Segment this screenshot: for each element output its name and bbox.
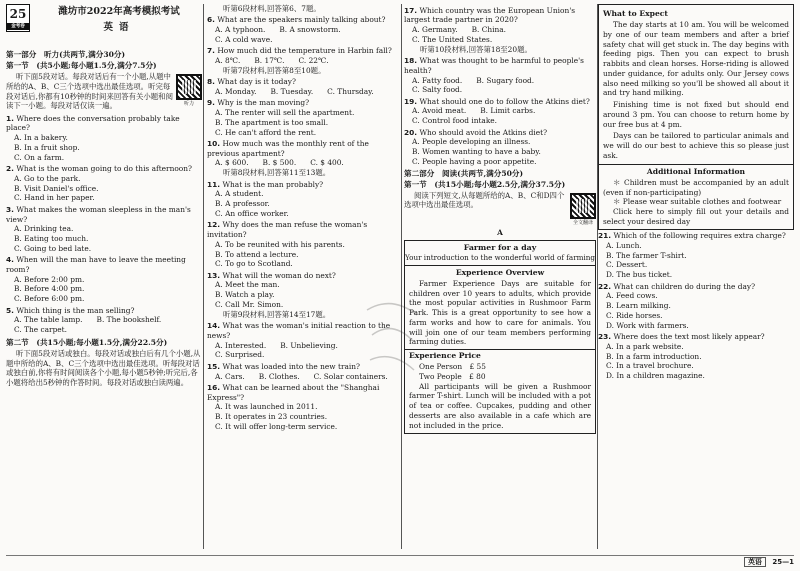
question-list xyxy=(6,114,202,335)
answer-option[interactable]: C. Going to bed late. xyxy=(14,243,92,253)
answer-option[interactable]: D. Work with farmers. xyxy=(606,320,689,330)
answer-option[interactable]: B. Visit Daniel's office. xyxy=(14,183,99,193)
answer-option[interactable]: B. $ 500. xyxy=(262,158,297,168)
paper-number-badge xyxy=(6,4,30,32)
question-text: What makes the woman sleepless in the man's view? xyxy=(6,204,191,224)
info-link-text[interactable]: Click here to simply fill out your details and select your desired day xyxy=(603,207,789,226)
price-one: One Person £ 55 xyxy=(419,362,486,372)
expect-para-2: Finishing time is not fixed but should end around 3 pm. You can choose to return home by our free bus at 4 pm. xyxy=(603,100,789,129)
question-item xyxy=(207,220,400,269)
answer-option[interactable]: C. It will offer long-term service. xyxy=(215,421,338,431)
question-item xyxy=(6,164,202,203)
answer-option[interactable]: C. Hand in her paper. xyxy=(14,193,95,203)
answer-option[interactable]: C. People having a poor appetite. xyxy=(412,156,537,166)
overview-title: Experience Overview xyxy=(455,267,545,277)
question-number: 21. xyxy=(598,231,612,241)
question-number: 12. xyxy=(207,220,221,230)
answer-option[interactable]: A. It was launched in 2011. xyxy=(215,402,318,412)
question-stem xyxy=(207,98,400,108)
question-item xyxy=(207,15,400,44)
question-stem xyxy=(404,56,596,76)
question-item xyxy=(404,128,596,167)
answer-option[interactable]: C. The carpet. xyxy=(14,325,68,335)
answer-option[interactable]: B. Learn milking. xyxy=(606,301,671,311)
answer-option[interactable]: B. In a farm introduction. xyxy=(606,351,702,361)
question-stem xyxy=(6,205,202,225)
question-number: 5. xyxy=(6,305,14,315)
question-text: Which of the following requires extra charge? xyxy=(613,231,786,241)
question-item xyxy=(207,139,400,168)
answer-option[interactable]: A. Fatty food. xyxy=(412,75,463,85)
part1-section2-intro: 听下面5段对话或独白。每段对话或独白后有几个小题,从题中所给的A、B、C三个选项中选出最佳选项。听每段对话或独白前,你将有时间阅读各个小题,每小题5秒钟;听完后,各小题将给出5秒钟的作答时间。每段对话或独白读两遍。 xyxy=(6,348,201,388)
listening-note: 听第9段材料,回答第14至17题。 xyxy=(223,309,331,319)
question-item xyxy=(207,77,400,97)
question-stem xyxy=(207,180,400,190)
answer-option[interactable]: C. The United States. xyxy=(412,34,493,44)
expect-para-1: The day starts at 10 am. You will be welcomed by one of our team members and after a brief safety chat will get stuck in. The day begins with feeding pigs. Then you can expect to brush rabbits and clean horses. Horse-riding is allowed under guidance, for adults only. Our Jersey cows also need milking so you'll be showed all about it and try hand milking. xyxy=(603,20,789,98)
footer-divider xyxy=(6,555,794,556)
price-text: All participants will be given a Rushmoor farmer T-shirt. Lunch will be included with a pot of tea or coffee. Cupcakes, pudding and other desserts are also available in a cafe which are not included in the price. xyxy=(409,381,591,430)
listening-note: 听第10段材料,回答第18至20题。 xyxy=(420,44,532,54)
answer-option[interactable]: C. Control food intake. xyxy=(412,116,498,126)
answer-option[interactable]: C. To go to Scotland. xyxy=(215,259,293,269)
answer-option[interactable]: A. A typhoon. xyxy=(215,25,266,35)
answer-option[interactable]: A. Before 2:00 pm. xyxy=(14,274,85,284)
question-stem xyxy=(598,282,794,292)
question-item xyxy=(207,46,400,66)
answer-option[interactable]: A. Monday. xyxy=(215,86,257,96)
answer-option[interactable]: A. To be reunited with his parents. xyxy=(215,239,345,249)
listening-note: 听第6段材料,回答第6、7题。 xyxy=(223,4,321,13)
qr-caption: 听力 xyxy=(183,101,194,108)
question-text: What is the woman going to do this afternoon? xyxy=(16,164,192,174)
question-item xyxy=(6,205,202,254)
answer-option[interactable]: B. It operates in 23 countries. xyxy=(215,412,328,422)
question-number: 2. xyxy=(6,164,14,174)
answer-option[interactable]: C. Solar containers. xyxy=(313,371,388,381)
answer-option[interactable]: A. The renter will sell the apartment. xyxy=(215,108,355,118)
expect-title: What to Expect xyxy=(603,9,668,18)
answer-option[interactable]: A. Interested. xyxy=(215,340,267,350)
paper-header xyxy=(6,4,202,48)
question-text: Which thing is the man selling? xyxy=(16,305,135,315)
question-text: Who should avoid the Atkins diet? xyxy=(419,127,548,137)
answer-option[interactable]: C. Thursday. xyxy=(327,86,374,96)
answer-option[interactable]: A. $ 600. xyxy=(215,158,249,168)
question-item xyxy=(207,180,400,219)
expect-para-3: Days can be tailored to particular animals and we will do our best to achieve this so please just ask. xyxy=(603,131,789,160)
question-stem xyxy=(207,15,400,25)
answer-option[interactable]: A. In a park website. xyxy=(606,341,684,351)
question-text: How much did the temperature in Harbin fall? xyxy=(217,46,392,56)
question-stem xyxy=(6,164,202,174)
column-2 xyxy=(207,4,400,549)
answer-option[interactable]: B. Eating too much. xyxy=(14,234,89,244)
answer-option[interactable]: D. The bus ticket. xyxy=(606,270,673,280)
question-number: 10. xyxy=(207,138,221,148)
question-text: Where does the conversation probably take place? xyxy=(6,113,180,133)
question-text: How much was the monthly rent of the previous apartment? xyxy=(207,138,369,158)
question-number: 20. xyxy=(404,127,418,137)
answer-option[interactable]: A. In a bakery. xyxy=(14,133,68,143)
answer-option[interactable]: A. Cars. xyxy=(215,371,245,381)
footer-subject: 英语 xyxy=(744,557,766,567)
answer-option[interactable]: C. 22℃. xyxy=(298,56,329,66)
part2-section1-intro: 阅读下列短文,从每题所给的A、B、C和D四个选项中选出最佳选项。 xyxy=(404,190,565,210)
exam-title: 潍坊市2022年高考模拟考试 xyxy=(58,6,180,17)
answer-option[interactable]: B. The bookshelf. xyxy=(96,315,162,325)
answer-option[interactable]: B. 17℃. xyxy=(254,56,285,66)
question-text: What will the woman do next? xyxy=(222,270,336,280)
question-number: 23. xyxy=(598,332,612,342)
answer-option[interactable]: A. 8℃. xyxy=(215,56,241,66)
answer-option[interactable]: B. Sugary food. xyxy=(476,75,535,85)
question-number: 17. xyxy=(404,5,418,15)
question-item xyxy=(598,282,794,331)
overview-text: Farmer Experience Days are suitable for children over 10 years to adults, which provide the most popular activities in Rushmoor Farm Park. This is a great opportunity to see how a farm works and how to care for animals. You will join one of our team members performing farming duties. xyxy=(409,278,591,347)
qr-code-icon[interactable] xyxy=(176,74,202,100)
answer-option[interactable]: B. China. xyxy=(471,25,506,35)
answer-option[interactable]: B. Watch a play. xyxy=(215,290,275,300)
answer-option[interactable]: C. In a travel brochure. xyxy=(606,361,694,371)
answer-option[interactable]: A. People developing an illness. xyxy=(412,137,531,147)
answer-option[interactable]: B. A professor. xyxy=(215,199,270,209)
qr-code-icon[interactable] xyxy=(570,193,596,219)
question-stem xyxy=(207,46,400,56)
listening-note: 听第7段材料,回答第8至10题。 xyxy=(223,65,326,75)
question-list xyxy=(404,6,596,167)
question-number: 8. xyxy=(207,77,215,87)
question-text: What can be learned about the "Shanghai Express"? xyxy=(207,382,380,402)
answer-option[interactable]: C. Call Mr. Simon. xyxy=(215,299,284,309)
answer-option[interactable]: C. He can't afford the rent. xyxy=(215,127,317,137)
answer-option[interactable]: B. A snowstorm. xyxy=(279,25,341,35)
question-stem xyxy=(598,231,794,241)
question-text: What was loaded into the new train? xyxy=(222,361,360,371)
question-stem xyxy=(598,332,794,342)
exam-subject: 英语 xyxy=(103,21,135,33)
question-stem xyxy=(6,114,202,134)
question-number: 22. xyxy=(598,281,612,291)
answer-option[interactable]: C. $ 400. xyxy=(310,158,344,168)
info-item-2: ＊ Please wear suitable clothes and footwear xyxy=(613,197,782,207)
part2-section1-title: 第一节 (共15小题;每小题2.5分,满分37.5分) xyxy=(404,179,566,189)
part1-section1-intro: 听下面5段对话。每段对话后有一个小题,从题中所给的A、B、C三个选项中选出最佳选项。听完每段对话后,你都有10秒钟的时间来回答有关小题和阅读下一小题。每段对话仅读一遍。 xyxy=(6,72,173,111)
question-item xyxy=(404,6,596,45)
question-stem xyxy=(207,139,400,159)
box-subtitle: Your introduction to the wonderful world of farming xyxy=(405,253,595,266)
answer-option[interactable]: A. Lunch. xyxy=(606,240,642,250)
question-text: What is the man probably? xyxy=(222,179,324,189)
badge-label: 金考卷 xyxy=(7,23,29,30)
answer-option[interactable]: A. A student. xyxy=(215,189,264,199)
answer-option[interactable]: A. Drinking tea. xyxy=(14,224,74,234)
question-stem xyxy=(6,255,202,275)
question-stem xyxy=(207,271,400,281)
question-item xyxy=(404,97,596,126)
question-number: 11. xyxy=(207,179,221,189)
question-text: What day is it today? xyxy=(217,77,296,87)
badge-number: 25 xyxy=(9,7,27,21)
column-4 xyxy=(598,4,794,549)
info-item-1: ＊ Children must be accompanied by an adult (even if non-participating) xyxy=(603,177,789,197)
answer-option[interactable]: C. Salty food. xyxy=(412,85,463,95)
question-item xyxy=(207,98,400,137)
question-number: 14. xyxy=(207,321,221,331)
answer-option[interactable]: C. Surprised. xyxy=(215,350,265,360)
question-stem xyxy=(404,97,596,107)
column-divider xyxy=(401,4,402,549)
part2-title: 第二部分 阅读(共两节,满分50分) xyxy=(404,168,524,178)
question-text: What was the woman's initial reaction to the news? xyxy=(207,321,391,340)
answer-option[interactable]: C. An office worker. xyxy=(215,208,289,218)
answer-option[interactable]: C. On a farm. xyxy=(14,152,65,162)
question-number: 9. xyxy=(207,98,215,108)
what-to-expect-box xyxy=(598,4,794,230)
answer-option[interactable]: B. Before 4:00 pm. xyxy=(14,284,85,294)
question-stem xyxy=(404,6,596,26)
answer-option[interactable]: C. Ride horses. xyxy=(606,310,663,320)
box-title: Farmer for a day xyxy=(463,243,537,253)
answer-option[interactable]: C. A cold wave. xyxy=(215,34,273,44)
question-number: 4. xyxy=(6,255,14,265)
question-number: 15. xyxy=(207,361,221,371)
question-text: Why does the man refuse the woman's invitation? xyxy=(207,220,368,239)
question-stem xyxy=(207,383,400,403)
watermark-stamp-icon xyxy=(362,290,422,380)
qr-caption: 全文翻译 xyxy=(572,219,593,226)
question-item xyxy=(598,231,794,280)
question-list xyxy=(598,231,794,381)
answer-option[interactable]: B. Clothes. xyxy=(258,371,300,381)
question-text: Why is the man moving? xyxy=(217,98,310,108)
column-3 xyxy=(404,4,596,549)
question-text: What was thought to be harmful to people's health? xyxy=(404,56,584,75)
answer-option[interactable]: A. The table lamp. xyxy=(14,315,83,325)
answer-option[interactable]: B. Women wanting to have a baby. xyxy=(412,147,541,157)
question-item xyxy=(6,306,202,335)
question-stem xyxy=(207,77,400,87)
question-item xyxy=(6,114,202,163)
question-number: 16. xyxy=(207,382,221,392)
question-item xyxy=(404,56,596,95)
question-text: Where does the text most likely appear? xyxy=(613,332,765,342)
price-title: Experience Price xyxy=(405,349,595,361)
answer-option[interactable]: B. The apartment is too small. xyxy=(215,117,329,127)
question-text: What are the speakers mainly talking about? xyxy=(217,15,386,25)
answer-option[interactable]: A. Germany. xyxy=(412,25,458,35)
question-stem xyxy=(404,128,596,138)
question-text: When will the man have to leave the meeting room? xyxy=(6,255,186,274)
info-title: Additional Information xyxy=(599,164,793,177)
page-number: 25—1 xyxy=(772,557,794,566)
answer-option[interactable]: B. Limit carbs. xyxy=(480,106,536,116)
answer-option[interactable]: B. Tuesday. xyxy=(270,86,314,96)
part1-title: 第一部分 听力(共两节,满分30分) xyxy=(6,50,126,59)
column-divider xyxy=(203,4,204,549)
question-item xyxy=(207,383,400,432)
answer-option[interactable]: C. Dessert. xyxy=(606,260,648,270)
answer-option[interactable]: B. To attend a lecture. xyxy=(215,249,299,259)
question-item xyxy=(6,255,202,304)
passage-letter: A xyxy=(497,228,503,238)
answer-option[interactable]: B. Unbelieving. xyxy=(280,340,338,350)
question-text: What should one do to follow the Atkins diet? xyxy=(419,96,590,106)
part1-section1-title: 第一节 (共5小题;每小题1.5分,满分7.5分) xyxy=(6,61,157,71)
question-text: What can children do during the day? xyxy=(613,281,756,291)
answer-option[interactable]: A. Meet the man. xyxy=(215,280,280,290)
question-number: 3. xyxy=(6,204,14,214)
answer-option[interactable]: D. In a children magazine. xyxy=(606,371,705,381)
question-number: 6. xyxy=(207,15,215,25)
page-footer xyxy=(744,558,794,567)
farmer-for-a-day-box xyxy=(404,240,596,434)
listening-note: 听第8段材料,回答第11至13题。 xyxy=(223,168,331,178)
price-two: Two People £ 80 xyxy=(419,371,486,381)
answer-option[interactable]: B. In a fruit shop. xyxy=(14,142,80,152)
answer-option[interactable]: A. Feed cows. xyxy=(606,291,658,301)
question-number: 19. xyxy=(404,96,418,106)
answer-option[interactable]: A. Avoid meat. xyxy=(412,106,467,116)
question-stem xyxy=(207,220,400,240)
question-number: 1. xyxy=(6,113,14,123)
question-number: 18. xyxy=(404,56,418,66)
answer-option[interactable]: C. Before 6:00 pm. xyxy=(14,294,85,304)
part1-section2-title: 第二节 (共15小题;每小题1.5分,满分22.5分) xyxy=(6,337,168,347)
question-text: Which country was the European Union's largest trade partner in 2020? xyxy=(404,5,576,25)
answer-option[interactable]: A. Go to the park. xyxy=(14,173,81,183)
column-1 xyxy=(6,4,202,549)
question-number: 7. xyxy=(207,46,215,56)
question-stem xyxy=(6,306,202,316)
question-number: 13. xyxy=(207,270,221,280)
answer-option[interactable]: B. The farmer T-shirt. xyxy=(606,250,687,260)
question-item xyxy=(598,332,794,381)
